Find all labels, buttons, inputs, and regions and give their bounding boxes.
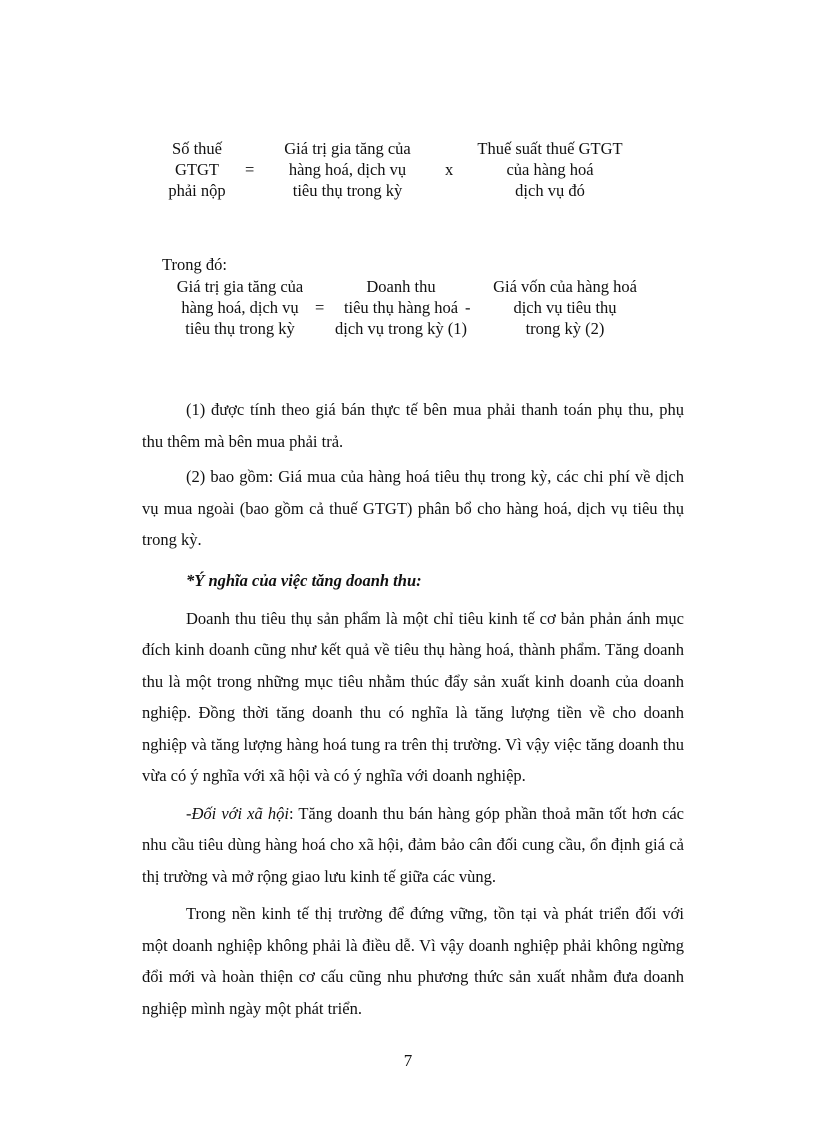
formula1-right-line: dịch vụ đó <box>515 181 585 200</box>
formula2-left-line: tiêu thụ trong kỳ <box>185 319 295 338</box>
note-2: (2) bao gồm: Giá mua của hàng hoá tiêu thụ trong kỳ, các chi phí về dịch vụ mua ngoài (bao gồm cả thuế GTGT) phân bổ cho hàng hoá, dịch vụ tiêu thụ trong kỳ. <box>142 467 684 549</box>
paragraph-2-label: -Đối với xã hội <box>186 803 289 823</box>
formula1-left-line: Số thuế <box>172 139 222 158</box>
formula1-middle <box>255 138 440 201</box>
page-number: 7 <box>403 1051 413 1070</box>
formula2-minus: - <box>465 298 471 317</box>
formula2-left-line: hàng hoá, dịch vụ <box>181 298 299 317</box>
formula1-left-line: phải nộp <box>168 181 226 200</box>
formula2-middle-line: dịch vụ trong kỳ (1) <box>335 319 467 338</box>
formula1-multiply: x <box>445 160 454 179</box>
formula2-middle <box>326 276 476 339</box>
formula1-left <box>142 138 255 201</box>
formula1-right <box>455 138 645 201</box>
formula2-left <box>160 276 320 339</box>
formula2-middle-line: tiêu thụ hàng hoá <box>343 298 459 317</box>
notes-block <box>142 394 684 556</box>
paragraph-2-text: : Tăng doanh thu bán hàng góp phần thoả mãn tốt hơn các nhu cầu tiêu dùng hàng hoá cho xã hội, đảm bảo cân đối cung cầu, ổn định giá cả thị trường và mở rộng giao lưu kinh tế giữa các vùng. <box>142 803 684 886</box>
section-heading: *Ý nghĩa của việc tăng doanh thu: <box>186 571 422 590</box>
formula2-right <box>480 276 650 339</box>
section-paragraph-1: Doanh thu tiêu thụ sản phẩm là một chỉ tiêu kinh tế cơ bản phản ánh mục đích kinh doanh cũng như kết quả về tiêu thụ hàng hoá, thành phẩm. Tăng doanh thu là một trong những mục tiêu nhằm thúc đẩy sản xuất kinh doanh của doanh nghiệp. Đồng thời tăng doanh thu có nghĩa là tăng lượng tiền về cho doanh nghiệp và tăng lượng hàng hoá tung ra trên thị trường. Vì vậy việc tăng doanh thu vừa có ý nghĩa với xã hội và có ý nghĩa với doanh nghiệp. <box>142 608 684 785</box>
formula2-equals: = <box>315 298 325 317</box>
formula2-right-line: dịch vụ tiêu thụ <box>513 298 617 317</box>
formula1-middle-line: tiêu thụ trong kỳ <box>292 181 403 200</box>
formula2-middle-line: Doanh thu <box>366 277 436 296</box>
formula1-left-line: GTGT <box>175 160 219 179</box>
formula1-middle-line: hàng hoá, dịch vụ <box>288 160 407 179</box>
formula1-right-line: Thuế suất thuế GTGT <box>477 139 623 158</box>
formula1-middle-line: Giá trị gia tăng của <box>284 139 411 158</box>
section-paragraph-2 <box>142 798 684 893</box>
formula2-left-line: Giá trị gia tăng của <box>176 277 304 296</box>
section-paragraph-3: Trong nền kinh tế thị trường để đứng vững, tồn tại và phát triển đối với một doanh nghiệp không phải là điều dễ. Vì vậy doanh nghiệp phải không ngừng đổi mới và hoàn thiện cơ cấu cũng nhu phương thức sản xuất nhằm đưa doanh nghiệp mình ngày một phát triển. <box>142 904 684 1018</box>
formula2-right-line: Giá vốn của hàng hoá <box>493 277 637 296</box>
formula1-equals: = <box>245 160 255 179</box>
note-1: (1) được tính theo giá bán thực tế bên mua phải thanh toán phụ thu, phụ thu thêm mà bên mua phải trả. <box>142 400 684 451</box>
section-block <box>142 565 684 1024</box>
formula1-right-line: của hàng hoá <box>506 160 594 179</box>
formula2-intro: Trong đó: <box>162 255 227 274</box>
formula2-right-line: trong kỳ (2) <box>525 319 605 338</box>
